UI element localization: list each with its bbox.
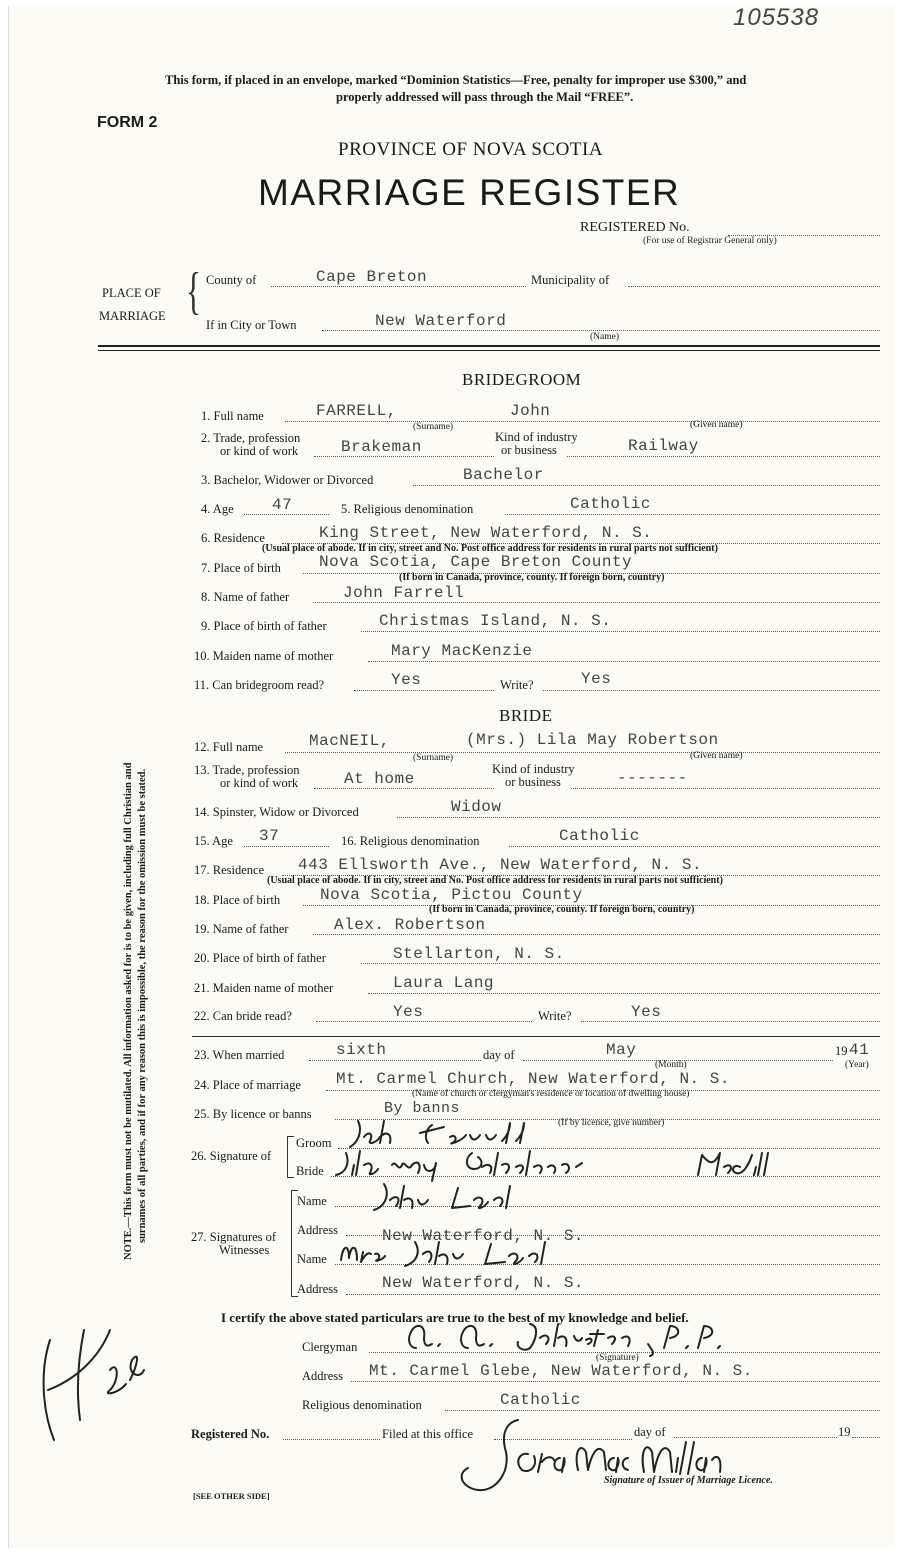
groom-marital-status: Bachelor (463, 466, 544, 484)
place-brace-icon: { (185, 263, 201, 320)
f20-label: 20. Place of birth of father (194, 951, 326, 965)
f21-label: 21. Maiden name of mother (194, 981, 334, 995)
given-name-note: (Given name) (690, 420, 743, 430)
groom-trade: Brakeman (341, 438, 422, 456)
filed-day-of-label: day of (634, 1425, 666, 1439)
f21-line (368, 993, 880, 994)
filed-label: Filed at this office (382, 1427, 474, 1441)
witness1-address: New Waterford, N. S. (382, 1227, 585, 1245)
page-title: MARRIAGE REGISTER (258, 172, 681, 213)
f6-label: 6. Residence (201, 531, 265, 545)
f2-line (314, 456, 494, 457)
certification-statement: I certify the above stated particulars are true to the best of my knowledge and belief. (221, 1310, 689, 1325)
filed-year-line (852, 1437, 880, 1438)
f23-label: 23. When married (194, 1048, 285, 1062)
groom-birthplace-note: (If born in Canada, province, county. If foreign born, country) (399, 572, 665, 583)
marriage-day: sixth (336, 1041, 387, 1059)
postal-notice-line-1: This form, if placed in an envelope, marked “Dominion Statistics—Free, penalty for improper use $300,” and (165, 73, 747, 87)
registered-no-footer-line (283, 1439, 380, 1440)
bride-heading: BRIDE (499, 706, 553, 725)
bride-residence-note: (Usual place of abode. If in city, street and No. Post office address for residents in rural parts not sufficient) (267, 875, 723, 886)
f10-label: 10. Maiden name of mother (194, 649, 334, 663)
groom-father: John Farrell (343, 584, 465, 602)
f15-line (244, 846, 329, 847)
clergy-denomination: Catholic (500, 1391, 581, 1409)
f8-label: 8. Name of father (201, 590, 290, 604)
denomination-label: Religious denomination (302, 1398, 422, 1412)
f3-label: 3. Bachelor, Widower or Divorced (201, 473, 374, 487)
filed-year-prefix: 19 (838, 1425, 851, 1439)
divider (98, 350, 880, 351)
marriage-year: 41 (849, 1041, 870, 1059)
bride-industry-label-b: or business (505, 775, 561, 789)
form-label: FORM 2 (97, 114, 158, 131)
groom-residence: King Street, New Waterford, N. S. (319, 524, 653, 542)
f2-label-b: or kind of work (220, 444, 299, 458)
f14-label: 14. Spinster, Widow or Divorced (194, 805, 359, 819)
groom-father-birthplace: Christmas Island, N. S. (379, 612, 612, 630)
county-line (271, 286, 526, 287)
f17-label: 17. Residence (194, 863, 265, 877)
registered-no-footer-label: Registered No. (191, 1427, 270, 1441)
f11-line (354, 690, 494, 691)
bride-birthplace: Nova Scotia, Pictou County (320, 886, 583, 904)
f27-label-a: 27. Signatures of (191, 1230, 277, 1244)
f14-line (397, 817, 880, 818)
day-of-label: day of (483, 1048, 515, 1062)
margin-initials (14, 1290, 154, 1450)
bride-father-birthplace: Stellarton, N. S. (393, 945, 565, 963)
groom-surname: FARRELL, (316, 402, 397, 420)
municipality-label: Municipality of (531, 273, 610, 287)
f9-line (361, 631, 880, 632)
f16-line (509, 846, 880, 847)
postal-notice-line-2: properly addressed will pass through the Mail “FREE”. (336, 90, 634, 104)
groom-industry-label-b: or business (501, 443, 557, 457)
f2-label-a: 2. Trade, profession (201, 431, 301, 445)
bride-marital-status: Widow (451, 798, 502, 816)
f5-line (505, 514, 880, 515)
signature-bracket (287, 1136, 294, 1178)
clergyman-signature-note: (Signature) (596, 1353, 639, 1363)
bride-mother: Laura Lang (393, 974, 495, 992)
f22-label: 22. Can bride read? (194, 1009, 292, 1023)
bride-residence: 443 Ellsworth Ave., New Waterford, N. S. (298, 856, 703, 874)
f26-label: 26. Signature of (191, 1149, 272, 1163)
clergyman-label: Clergyman (302, 1340, 358, 1354)
city-value: New Waterford (375, 312, 507, 330)
divider (192, 1036, 880, 1037)
groom-can-write: Yes (581, 670, 612, 688)
f13-line (314, 788, 494, 789)
bride-write-line (581, 1021, 880, 1022)
city-name-note: (Name) (590, 332, 620, 342)
municipality-line (628, 286, 880, 287)
f25-label: 25. By licence or banns (194, 1107, 312, 1121)
f7-label: 7. Place of birth (201, 561, 281, 575)
bride-industry: ------- (617, 769, 688, 787)
registered-no-label: REGISTERED No. (580, 220, 690, 235)
clergy-address: Mt. Carmel Glebe, New Waterford, N. S. (369, 1362, 753, 1380)
groom-label: Groom (296, 1136, 332, 1150)
clergyman-signature (390, 1318, 810, 1358)
witness1-name-label: Name (297, 1194, 327, 1208)
place-heading-1: PLACE OF (102, 286, 161, 300)
bride-industry-label-a: Kind of industry (492, 762, 575, 776)
f24-label: 24. Place of marriage (194, 1078, 301, 1092)
bride-surname: MacNEIL, (309, 732, 390, 750)
place-heading-2: MARRIAGE (99, 309, 166, 323)
licence-or-banns: By banns (384, 1100, 461, 1117)
groom-religion: Catholic (570, 495, 651, 513)
bride-can-write: Yes (631, 1003, 662, 1021)
bride-birthplace-note: (If born in Canada, province, county. If foreign born, country) (429, 904, 695, 915)
f15-label: 15. Age (194, 834, 233, 848)
bride-given-name: (Mrs.) Lila May Robertson (466, 731, 719, 749)
city-line (322, 330, 880, 331)
city-label: If in City or Town (206, 318, 297, 332)
f5-label: 5. Religious denomination (341, 502, 474, 516)
bride-surname-note: (Surname) (413, 753, 454, 763)
witness2-name-label: Name (297, 1252, 327, 1266)
f22-line (316, 1021, 532, 1022)
witness2-address-label: Address (297, 1282, 338, 1296)
groom-birthplace: Nova Scotia, Cape Breton County (319, 553, 633, 571)
f13-label-b: or kind of work (220, 776, 299, 790)
groom-residence-note: (Usual place of abode. If in city, street and No. Post office address for residents in rural parts not sufficient) (262, 543, 718, 554)
groom-can-read: Yes (391, 671, 422, 689)
f12-line (285, 752, 880, 753)
groom-mother: Mary MacKenzie (391, 642, 533, 660)
f8-line (313, 602, 880, 603)
issuer-note: Signature of Issuer of Marriage Licence. (604, 1475, 773, 1486)
witness2-signature (335, 1236, 585, 1270)
f13-label-a: 13. Trade, profession (194, 763, 300, 777)
f3-line (413, 485, 880, 486)
f9-label: 9. Place of birth of father (201, 619, 327, 633)
divider (98, 345, 880, 347)
f1-line (285, 421, 880, 422)
year-prefix: 19 (835, 1044, 848, 1058)
groom-write-line (543, 690, 880, 691)
f16-label: 16. Religious denomination (341, 834, 480, 848)
f19-line (313, 934, 880, 935)
witness1-signature (360, 1180, 560, 1214)
f12-label: 12. Full name (194, 740, 264, 754)
f23-line (309, 1060, 481, 1061)
f1-label: 1. Full name (201, 409, 264, 423)
year-note: (Year) (845, 1060, 869, 1070)
marriage-place-note: (Name of church or clergyman's residence or location of dwelling house) (412, 1089, 690, 1099)
f11-label: 11. Can bridegroom read? (194, 678, 325, 692)
issuer-signature (448, 1412, 798, 1508)
f4-line (244, 514, 329, 515)
f27-label-b: Witnesses (219, 1243, 270, 1257)
archive-number: 105538 (733, 4, 820, 31)
bride-religion: Catholic (559, 827, 640, 845)
groom-industry-label-a: Kind of industry (495, 430, 578, 444)
marriage-month: May (606, 1041, 637, 1059)
bride-label: Bride (296, 1164, 324, 1178)
witness1-address-label: Address (297, 1223, 338, 1237)
see-other-side: [SEE OTHER SIDE] (193, 1491, 270, 1501)
bride-father: Alex. Robertson (334, 916, 486, 934)
groom-given-name: John (510, 402, 551, 420)
registrar-note: (For use of Registrar General only) (643, 236, 777, 246)
bride-industry-line (571, 788, 880, 789)
f19-label: 19. Name of father (194, 922, 289, 936)
f10-line (368, 661, 880, 662)
f18-label: 18. Place of birth (194, 893, 281, 907)
bride-given-name-note: (Given name) (690, 751, 743, 761)
groom-industry-line (567, 456, 880, 457)
month-note: (Month) (655, 1060, 687, 1070)
clergy-address-label: Address (302, 1369, 343, 1383)
witness2-address-line (346, 1294, 880, 1295)
groom-age: 47 (272, 496, 293, 514)
denomination-line (445, 1410, 880, 1411)
bride-signature (332, 1145, 862, 1183)
clergy-address-line (351, 1381, 880, 1382)
province-heading: PROVINCE OF NOVA SCOTIA (338, 139, 604, 160)
bride-can-read: Yes (393, 1003, 424, 1021)
f4-label: 4. Age (201, 502, 234, 516)
groom-industry: Railway (628, 437, 699, 455)
bride-trade: At home (344, 770, 415, 788)
groom-write-label: Write? (500, 678, 534, 692)
county-value: Cape Breton (316, 268, 428, 286)
licence-note: (If by licence, give number) (558, 1118, 665, 1128)
county-label: County of (206, 273, 257, 287)
bride-write-label: Write? (538, 1009, 572, 1023)
surname-note: (Surname) (413, 422, 454, 432)
f20-line (361, 963, 880, 964)
bridegroom-heading: BRIDEGROOM (462, 370, 582, 389)
bride-age: 37 (259, 827, 280, 845)
side-note-line-2: surnames of all parties, and if for any reason this is impossible, the reason for the omission must be stated. (137, 768, 148, 1243)
side-note-line-1: NOTE.—This form must not be mutilated. All information asked for is to be given, including full Christian and (123, 762, 134, 1260)
marriage-place: Mt. Carmel Church, New Waterford, N. S. (336, 1070, 730, 1088)
witness2-address: New Waterford, N. S. (382, 1274, 585, 1292)
